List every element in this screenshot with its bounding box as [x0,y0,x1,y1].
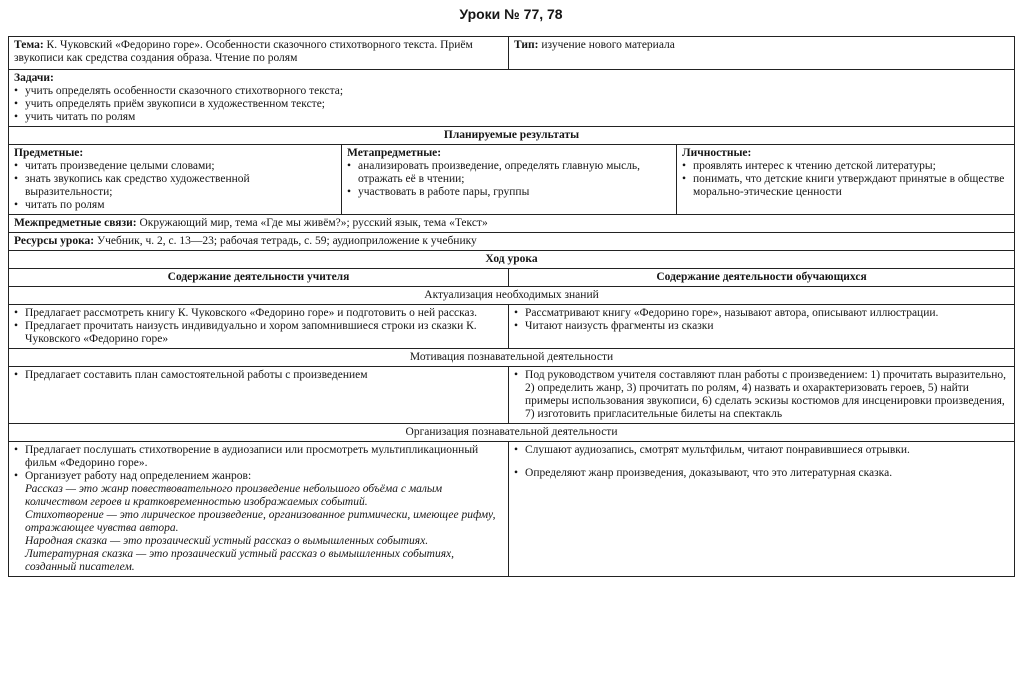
list-item: • Определяют жанр произведения, доказывают, что это литературная сказка. [514,467,1009,480]
stage1-header-row [9,287,1015,305]
stage1-header: Актуализация необходимых знаний [9,287,1015,305]
metapredmet-list [347,160,671,199]
mezhpredmet-row [9,215,1015,233]
stage3-row [9,442,1015,577]
list-item: • анализировать произведение, определять главную мысль, отражать её в чтении; [347,160,671,186]
col-students-header: Содержание деятельности обучающихся [509,269,1015,287]
stage1-students-cell [509,305,1015,349]
metapredmet-label: Метапредметные: [347,147,442,159]
spacer [514,457,1009,467]
col-teacher-header: Содержание деятельности учителя [9,269,509,287]
list-item: • Предлагает рассмотреть книгу К. Чуковского «Федорино горе» и подготовить о ней рассказ. [14,307,503,320]
tema-cell [9,37,509,70]
resursy-label: Ресурсы урока: [14,235,95,247]
resursy-text: Учебник, ч. 2, с. 13—23; рабочая тетрадь, с. 59; аудиоприложение к учебнику [96,235,477,247]
zadachi-label: Задачи: [14,72,54,84]
tema-text: К. Чуковский «Федорино горе». Особенности сказочного стихотворного текста. Приём звукописи как средства создания образа. Чтение по ролям [14,39,473,64]
zadachi-cell [9,70,1015,127]
list-item: • Читают наизусть фрагменты из сказки [514,320,1009,333]
list-item: • Предлагает составить план самостоятельной работы с произведением [14,369,503,382]
list-item: • Предлагает прочитать наизусть индивидуально и хором запомнившиеся строки из сказки К. Чуковского «Федорино горе» [14,320,503,346]
stage2-students-cell [509,367,1015,424]
definition-rasskaz: Рассказ — это жанр повествовательного произведение небольшого объёма с малым количеством героев и кратковременностью изображаемых событий. [25,483,443,508]
tip-text: изучение нового материала [541,39,675,51]
list-item: • Организует работу над определением жанров: [14,470,503,483]
list-item: • Предлагает послушать стихотворение в аудиозаписи или просмотреть мультипликационный фильм «Федорино горе». [14,444,503,470]
mezhpredmet-cell [9,215,1015,233]
definition-literaturnaya-skazka: Литературная сказка — это прозаический устный рассказ о вымышленных событиях, созданный писателем. [25,548,455,573]
definition-stikhotvorenie: Стихотворение — это лирическое произведение, организованное ритмически, имеющее рифму, отражающее чувства автора. [25,509,496,534]
planned-row [9,145,1015,215]
list-item: • Под руководством учителя составляют план работы с произведением: 1) прочитать выразительно, 2) определить жанр, 3) прочитать по ролям, 4) назвать и охарактеризовать героев, 5) найти примеры использования звукописи, 6) сделать эскизы костюмов для инсценировки произведения, 7) изготовить пригласительные билеты на спектакль [514,369,1009,421]
definition-narodnaya-skazka: Народная сказка — это прозаический устный рассказ о вымышленных событиях. [25,535,429,547]
list-item: • знать звукопись как средство художественной выразительности; [14,173,336,199]
list-item: • учить определять приём звукописи в художественном тексте; [14,98,1009,111]
predmet-label: Предметные: [14,147,84,159]
zadachi-row [9,70,1015,127]
stage1-teacher-list [14,307,503,346]
list-item: • учить читать по ролям [14,111,1009,124]
tema-label: Тема: [14,39,44,51]
resursy-row [9,233,1015,251]
list-item: • читать произведение целыми словами; [14,160,336,173]
list-item: • учить определять особенности сказочного стихотворного текста; [14,85,1009,98]
list-item: • участвовать в работе пары, группы [347,186,671,199]
lichnost-cell [677,145,1015,215]
tip-cell [509,37,1015,70]
tip-label: Тип: [514,39,539,51]
stage1-teacher-cell [9,305,509,349]
stage2-teacher-list [14,369,503,382]
stage3-teacher-cell [9,442,509,577]
mezhpredmet-text: Окружающий мир, тема «Где мы живём?»; русский язык, тема «Текст» [139,217,488,229]
columns-header-row [9,269,1015,287]
stage3-header: Организация познавательной деятельности [9,424,1015,442]
zadachi-list [14,85,1009,124]
lesson-plan-table [8,36,1015,577]
lichnost-label: Личностные: [682,147,752,159]
stage3-teacher-list [14,444,503,483]
page-title: Уроки № 77, 78 [459,6,563,22]
stage2-header-row [9,349,1015,367]
resursy-cell [9,233,1015,251]
tema-row [9,37,1015,70]
stage2-teacher-cell [9,367,509,424]
list-item: • Рассматривают книгу «Федорино горе», называют автора, описывают иллюстрации. [514,307,1009,320]
list-item: • проявлять интерес к чтению детской литературы; [682,160,1009,173]
stage2-header: Мотивация познавательной деятельности [9,349,1015,367]
stage1-row [9,305,1015,349]
hod-header-row [9,251,1015,269]
stage3-header-row [9,424,1015,442]
stage2-row [9,367,1015,424]
planned-header: Планируемые результаты [9,127,1015,145]
stage3-students-list [514,444,1009,480]
lichnost-list [682,160,1009,199]
list-item: • Слушают аудиозапись, смотрят мультфильм, читают понравившиеся отрывки. [514,444,1009,457]
list-item: • понимать, что детские книги утверждают принятые в обществе морально-этические ценности [682,173,1009,199]
metapredmet-cell [342,145,677,215]
mezhpredmet-label: Межпредметные связи: [14,217,137,229]
list-item: • читать по ролям [14,199,336,212]
hod-header: Ход урока [9,251,1015,269]
stage1-students-list [514,307,1009,333]
stage2-students-list [514,369,1009,421]
planned-header-row [9,127,1015,145]
stage3-students-cell [509,442,1015,577]
predmet-list [14,160,336,212]
predmet-cell [9,145,342,215]
